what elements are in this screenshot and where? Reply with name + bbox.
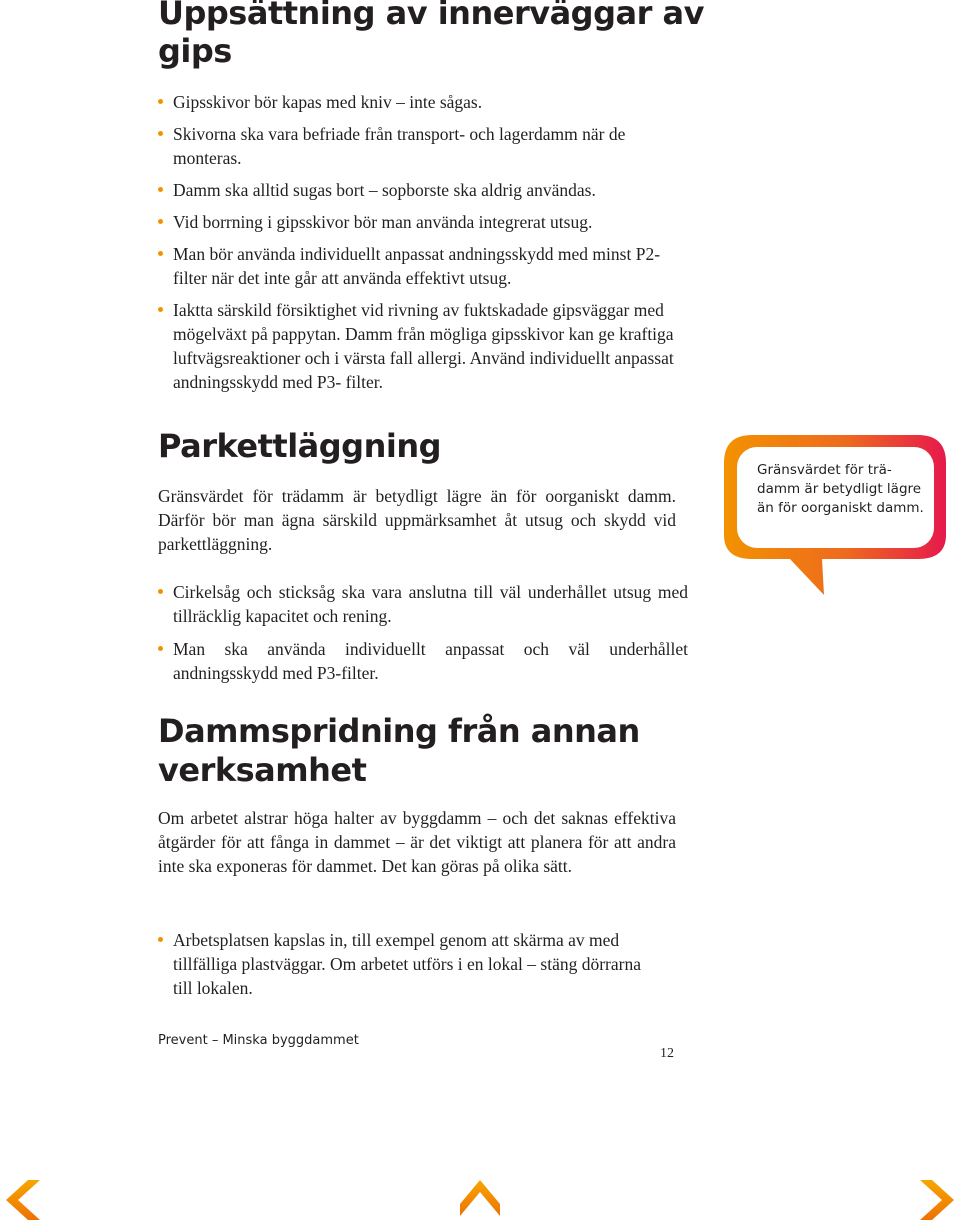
list-item-text: Iaktta särskild försiktighet vid rivning av fuktskadade gipsväggar med mögelväxt på pappytan. Damm från mögliga gipsskivor kan ge kraftiga luftvägsreaktioner och i värsta fall allergi. Använd individuellt anpassat andningsskydd med P3- filter. (173, 300, 674, 392)
chevron-right-icon (914, 1178, 958, 1221)
bullet-icon (158, 187, 163, 192)
list-item (158, 178, 688, 202)
bullet-icon (158, 131, 163, 136)
bullet-icon (158, 219, 163, 224)
callout-text: Gränsvärdet för trädamm är betydligt lägre än för oorganiskt damm. (757, 462, 924, 516)
bullet-icon (158, 251, 163, 256)
list-item-text: Man bör använda individuellt anpassat andningsskydd med minst P2-filter när det inte går att använda effektivt utsug. (173, 244, 661, 288)
bullet-icon (158, 307, 163, 312)
bullet-icon (158, 937, 163, 942)
list-item-text: Vid borrning i gipsskivor bör man använda integrerat utsug. (173, 212, 593, 232)
bullet-icon (158, 589, 163, 594)
footer-title: Prevent – Minska byggdammet (158, 1033, 359, 1048)
chevron-left-icon (0, 1178, 44, 1221)
list-item-text: Arbetsplatsen kapslas in, till exempel genom att skärma av med tillfälliga plastväggar. Om arbetet utförs i en lokal – stäng dörrarna till lokalen. (173, 930, 641, 998)
list-item (158, 928, 648, 1000)
list-item (158, 298, 688, 394)
list-item-text: Man ska använda individuellt anpassat och väl underhållet andningsskydd med P3-filter. (173, 639, 688, 683)
bullet-list-parkett (158, 580, 688, 694)
section-heading-gips: Uppsättning av innerväggar av gips (158, 0, 704, 70)
list-item-text: Skivorna ska vara befriade från transport- och lagerdamm när de monteras. (173, 124, 626, 168)
next-page-button[interactable] (914, 1178, 958, 1221)
chevron-up-icon (458, 1178, 502, 1221)
previous-page-button[interactable] (0, 1178, 44, 1221)
section-heading-parkett: Parkettläggning (158, 427, 441, 465)
list-item-text: Gipsskivor bör kapas med kniv – inte sågas. (173, 92, 483, 112)
bullet-list-dammspridning (158, 928, 648, 1000)
paragraph-parkett: Gränsvärdet för trädamm är betydligt lägre än för oorganiskt damm. Därför bör man ägna särskild uppmärksamhet åt utsug och skydd vid parkettläggning. (158, 486, 676, 554)
list-item (158, 122, 688, 170)
bullet-list-gips (158, 90, 688, 402)
list-item-text: Cirkelsåg och sticksåg ska vara anslutna till väl underhållet utsug med tillräcklig kapacitet och rening. (173, 582, 688, 626)
up-button[interactable] (458, 1178, 502, 1221)
list-item (158, 580, 688, 628)
list-item (158, 637, 688, 685)
page-number: 12 (660, 1046, 674, 1061)
list-item-text: Damm ska alltid sugas bort – sopborste ska aldrig användas. (173, 180, 596, 200)
list-item (158, 242, 688, 290)
paragraph-dammspridning: Om arbetet alstrar höga halter av byggdamm – och det saknas effektiva åtgärder för att fånga in dammet – är det viktigt att planera för att andra inte ska exponeras för dammet. Det kan göras på olika sätt. (158, 808, 676, 876)
bullet-icon (158, 646, 163, 651)
list-item (158, 90, 688, 114)
list-item (158, 210, 688, 234)
bullet-icon (158, 99, 163, 104)
section-heading-dammspridning: Dammspridning från annan verksamhet (158, 712, 640, 789)
